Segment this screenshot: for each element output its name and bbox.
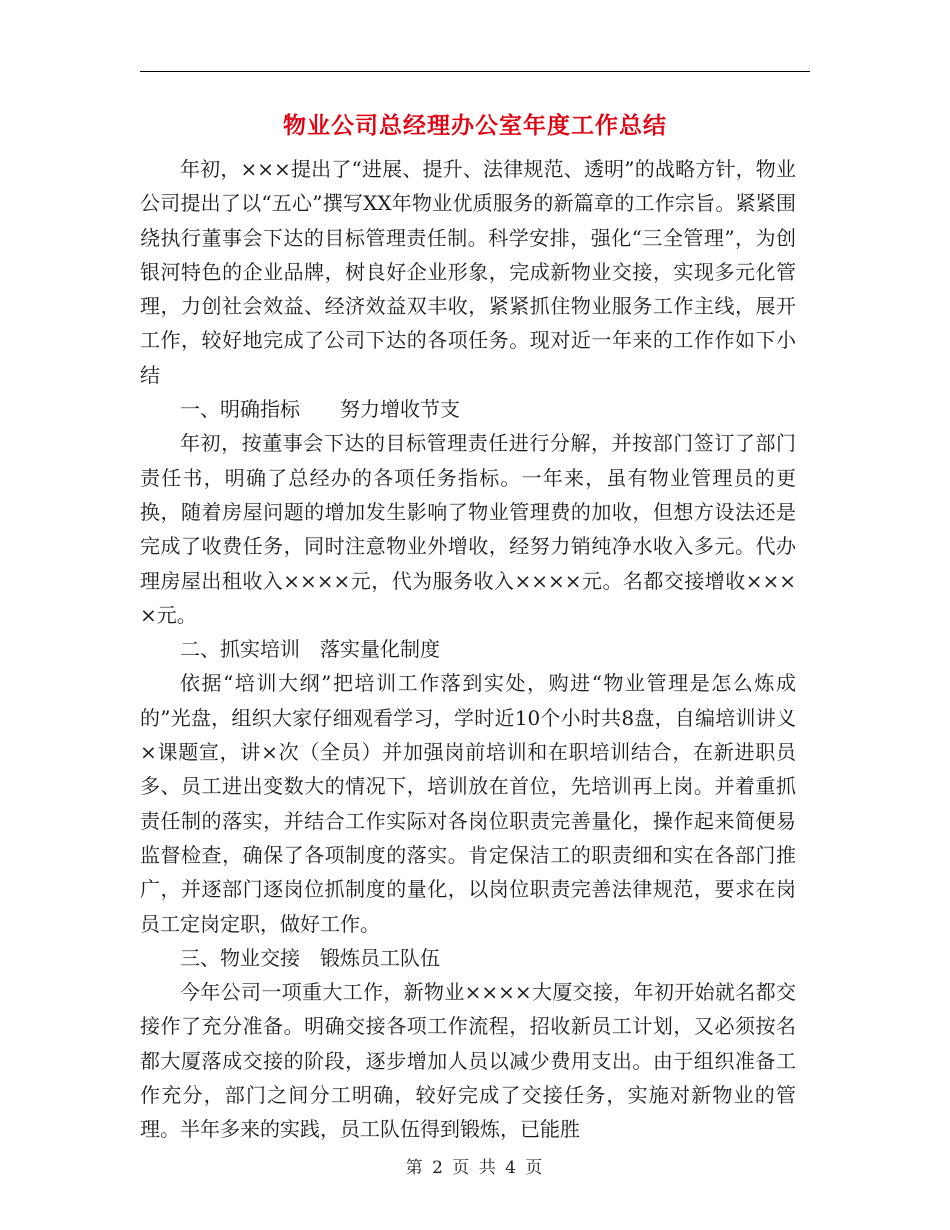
section-heading-1: 一、明确指标 努力增收节支	[180, 397, 460, 422]
page-number: 第 2 页 共 4 页	[405, 1158, 545, 1178]
intro-paragraph: 年初，×××提出了“进展、提升、法律规范、透明”的战略方针，物业公司提出了以“五心”撰写XX年物业优质服务的新篇章的工作宗旨。紧紧围绕执行董事会下达的目标管理责任制。科学安排，强化“三全管理”，为创银河特色的企业品牌，树良好企业形象，完成新物业交接，实现多元化管理，力创社会效益、经济效益双丰收，紧紧抓住物业服务工作主线，展开工作，较好地完成了公司下达的各项任务。现对近一年来的工作作如下小结	[140, 157, 796, 387]
document-title: 物业公司总经理办公室年度工作总结	[283, 112, 667, 139]
section-1-paragraph: 年初，按董事会下达的目标管理责任进行分解，并按部门签订了部门责任书，明确了总经办的各项任务指标。一年来，虽有物业管理员的更换，随着房屋问题的增加发生影响了物业管理费的加收，但想方设法还是完成了收费任务，同时注意物业外增收，经努力销纯净水收入多元。代办理房屋出租收入××××元，代为服务收入××××元。名都交接增收××××元。	[140, 431, 796, 627]
header-rule	[140, 71, 810, 72]
document-body	[140, 152, 796, 1147]
section-heading-2: 二、抓实培训 落实量化制度	[180, 637, 440, 662]
section-3-paragraph: 今年公司一项重大工作，新物业××××大厦交接，年初开始就名都交接作了充分准备。明确交接各项工作流程，招收新员工计划，又必须按名都大厦落成交接的阶段，逐步增加人员以减少费用支出。由于组织准备工作充分，部门之间分工明确，较好完成了交接任务，实施对新物业的管理。半年多来的实践，员工队伍得到锻炼，已能胜	[140, 980, 796, 1142]
section-2-paragraph: 依据“培训大纲”把培训工作落到实处，购进“物业管理是怎么炼成的”光盘，组织大家仔细观看学习，学时近10个小时共8盘，自编培训讲义×课题宣，讲×次（全员）并加强岗前培训和在职培训结合，在新进职员多、员工进出变数大的情况下，培训放在首位，先培训再上岗。并着重抓责任制的落实，并结合工作实际对各岗位职责完善量化，操作起来简便易监督检查，确保了各项制度的落实。肯定保洁工的职责细和实在各部门推广，并逐部门逐岗位抓制度的量化，以岗位职责完善法律规范，要求在岗员工定岗定职，做好工作。	[140, 671, 796, 936]
section-heading-3: 三、物业交接 锻炼员工队伍	[180, 945, 440, 970]
